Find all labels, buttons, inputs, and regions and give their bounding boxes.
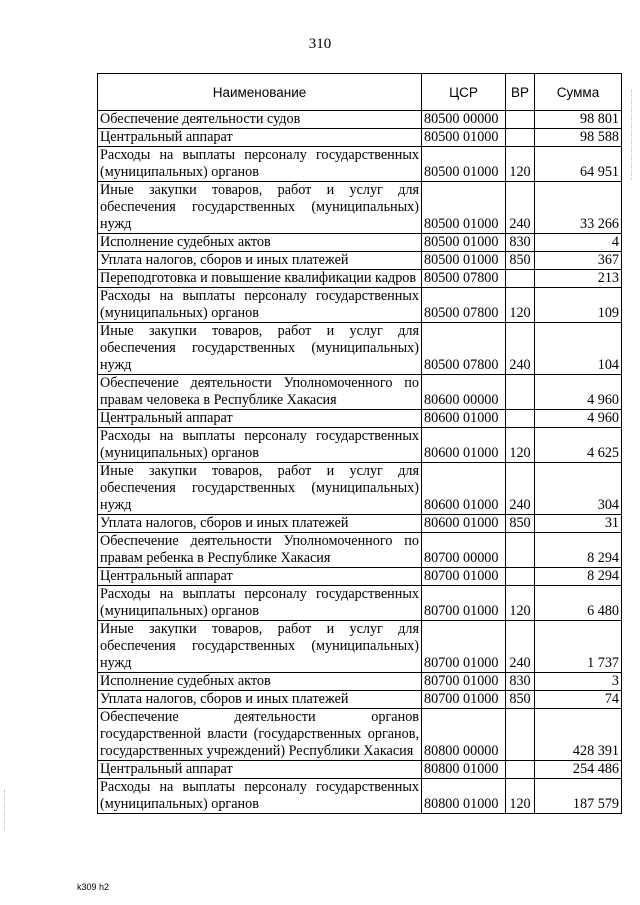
row-vr-cell [506, 129, 535, 147]
row-sum-cell: 33 266 [535, 182, 622, 234]
row-sum-cell: 304 [535, 463, 622, 515]
row-sum-cell: 367 [535, 252, 622, 270]
row-name-cell: Исполнение судебных актов [98, 673, 422, 691]
row-sum-cell: 1 737 [535, 621, 622, 673]
row-name-cell: Центральный аппарат [98, 410, 422, 428]
table-row [98, 410, 622, 428]
row-csr-cell: 80600 00000 [422, 375, 506, 410]
row-csr-cell: 80500 01000 [422, 129, 506, 147]
row-name-cell: Центральный аппарат [98, 129, 422, 147]
row-vr-cell: 240 [506, 621, 535, 673]
row-csr-cell: 80700 01000 [422, 621, 506, 673]
row-name-cell: Расходы на выплаты персоналу государственных (муниципальных) органов [98, 428, 422, 463]
row-name-cell: Иные закупки товаров, работ и услуг для обеспечения государственных (муниципальных) нужд [98, 463, 422, 515]
row-sum-cell: 428 391 [535, 709, 622, 761]
row-name-cell: Иные закупки товаров, работ и услуг для обеспечения государственных (муниципальных) нужд [98, 182, 422, 234]
row-name-cell: Обеспечение деятельности Уполномоченного по правам ребенка в Республике Хакасия [98, 533, 422, 568]
row-csr-cell: 80700 00000 [422, 533, 506, 568]
table-row [98, 182, 622, 234]
header-sum: Сумма [535, 74, 622, 111]
row-csr-cell: 80700 01000 [422, 673, 506, 691]
row-csr-cell: 80500 07800 [422, 323, 506, 375]
table-row [98, 270, 622, 288]
row-name-cell: Расходы на выплаты персоналу государственных (муниципальных) органов [98, 586, 422, 621]
margin-scan-mark [4, 790, 7, 830]
row-name-cell: Обеспечение деятельности судов [98, 111, 422, 129]
row-vr-cell: 850 [506, 691, 535, 709]
row-sum-cell: 31 [535, 515, 622, 533]
row-sum-cell: 3 [535, 673, 622, 691]
row-vr-cell [506, 410, 535, 428]
row-vr-cell [506, 375, 535, 410]
row-name-cell: Уплата налогов, сборов и иных платежей [98, 252, 422, 270]
row-sum-cell: 4 960 [535, 410, 622, 428]
row-csr-cell: 80500 01000 [422, 252, 506, 270]
row-sum-cell: 213 [535, 270, 622, 288]
table-row [98, 691, 622, 709]
row-name-cell: Расходы на выплаты персоналу государственных (муниципальных) органов [98, 288, 422, 323]
row-csr-cell: 80500 00000 [422, 111, 506, 129]
row-vr-cell [506, 533, 535, 568]
table-body [98, 111, 622, 814]
row-vr-cell: 240 [506, 463, 535, 515]
row-name-cell: Уплата налогов, сборов и иных платежей [98, 691, 422, 709]
row-name-cell: Расходы на выплаты персоналу государственных (муниципальных) органов [98, 147, 422, 182]
row-csr-cell: 80500 01000 [422, 147, 506, 182]
row-name-cell: Переподготовка и повышение квалификации кадров [98, 270, 422, 288]
table-row [98, 147, 622, 182]
row-csr-cell: 80500 01000 [422, 234, 506, 252]
row-vr-cell [506, 111, 535, 129]
row-vr-cell: 120 [506, 288, 535, 323]
row-vr-cell [506, 270, 535, 288]
header-vr: ВР [506, 74, 535, 111]
row-name-cell: Центральный аппарат [98, 568, 422, 586]
row-sum-cell: 187 579 [535, 779, 622, 814]
row-sum-cell: 64 951 [535, 147, 622, 182]
budget-table [97, 73, 622, 814]
row-sum-cell: 4 [535, 234, 622, 252]
table-row [98, 779, 622, 814]
table-row [98, 428, 622, 463]
table-row [98, 673, 622, 691]
margin-scan-mark [631, 90, 634, 180]
row-vr-cell: 120 [506, 147, 535, 182]
table-row [98, 533, 622, 568]
row-vr-cell [506, 568, 535, 586]
row-csr-cell: 80800 00000 [422, 709, 506, 761]
row-csr-cell: 80600 01000 [422, 428, 506, 463]
row-csr-cell: 80800 01000 [422, 779, 506, 814]
row-sum-cell: 74 [535, 691, 622, 709]
table-row [98, 463, 622, 515]
header-name: Наименование [98, 74, 422, 111]
row-vr-cell: 830 [506, 234, 535, 252]
table-row [98, 586, 622, 621]
row-sum-cell: 4 960 [535, 375, 622, 410]
row-csr-cell: 80500 01000 [422, 182, 506, 234]
table-row [98, 111, 622, 129]
table-row [98, 234, 622, 252]
row-name-cell: Уплата налогов, сборов и иных платежей [98, 515, 422, 533]
row-csr-cell: 80800 01000 [422, 761, 506, 779]
row-csr-cell: 80700 01000 [422, 586, 506, 621]
row-sum-cell: 6 480 [535, 586, 622, 621]
row-sum-cell: 104 [535, 323, 622, 375]
table-row [98, 621, 622, 673]
row-csr-cell: 80500 07800 [422, 288, 506, 323]
row-csr-cell: 80600 01000 [422, 515, 506, 533]
page-number: 310 [308, 36, 332, 52]
row-sum-cell: 8 294 [535, 533, 622, 568]
row-sum-cell: 8 294 [535, 568, 622, 586]
row-csr-cell: 80700 01000 [422, 691, 506, 709]
row-name-cell: Расходы на выплаты персоналу государственных (муниципальных) органов [98, 779, 422, 814]
row-name-cell: Иные закупки товаров, работ и услуг для обеспечения государственных (муниципальных) нужд [98, 621, 422, 673]
table-row [98, 761, 622, 779]
table-row [98, 252, 622, 270]
row-name-cell: Центральный аппарат [98, 761, 422, 779]
footer-code: k309 h2 [77, 882, 110, 892]
row-sum-cell: 254 486 [535, 761, 622, 779]
row-name-cell: Исполнение судебных актов [98, 234, 422, 252]
table-header-row [98, 74, 622, 111]
header-csr: ЦСР [422, 74, 506, 111]
row-csr-cell: 80700 01000 [422, 568, 506, 586]
table-row [98, 568, 622, 586]
table-row [98, 129, 622, 147]
table-row [98, 375, 622, 410]
row-vr-cell: 120 [506, 779, 535, 814]
row-vr-cell [506, 761, 535, 779]
table-row [98, 323, 622, 375]
row-vr-cell: 120 [506, 586, 535, 621]
table-row [98, 515, 622, 533]
row-vr-cell: 850 [506, 252, 535, 270]
row-vr-cell: 850 [506, 515, 535, 533]
row-sum-cell: 4 625 [535, 428, 622, 463]
row-csr-cell: 80600 01000 [422, 463, 506, 515]
table-row [98, 709, 622, 761]
row-sum-cell: 98 588 [535, 129, 622, 147]
row-vr-cell: 240 [506, 323, 535, 375]
row-name-cell: Обеспечение деятельности Уполномоченного по правам человека в Республике Хакасия [98, 375, 422, 410]
row-sum-cell: 109 [535, 288, 622, 323]
row-vr-cell: 240 [506, 182, 535, 234]
row-sum-cell: 98 801 [535, 111, 622, 129]
row-csr-cell: 80600 01000 [422, 410, 506, 428]
row-vr-cell [506, 709, 535, 761]
row-csr-cell: 80500 07800 [422, 270, 506, 288]
table-row [98, 288, 622, 323]
row-vr-cell: 830 [506, 673, 535, 691]
row-vr-cell: 120 [506, 428, 535, 463]
row-name-cell: Обеспечение деятельности органов государственной власти (государственных органов, государственных учреждений) Республики Хакасия [98, 709, 422, 761]
row-name-cell: Иные закупки товаров, работ и услуг для обеспечения государственных (муниципальных) нужд [98, 323, 422, 375]
